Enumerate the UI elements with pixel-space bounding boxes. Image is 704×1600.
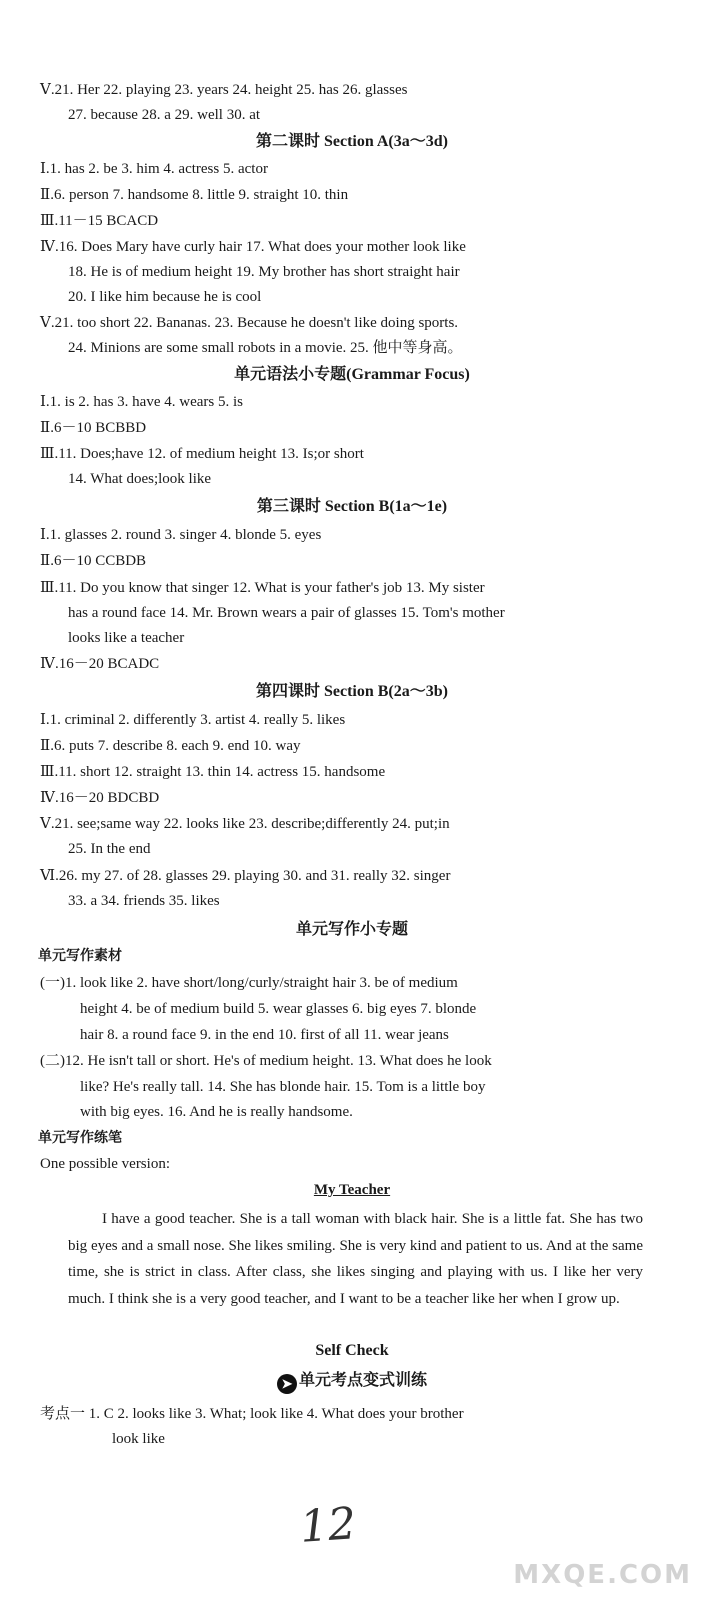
watermark: MXQE.COM: [513, 1560, 692, 1590]
answer-line: Ⅰ.1. glasses 2. round 3. singer 4. blonde 5. eyes: [40, 527, 322, 543]
answer-line: Ⅲ.11－15 BCACD: [40, 213, 159, 229]
essay-title: My Teacher: [313, 1182, 391, 1198]
answer-line: hair 8. a round face 9. in the end 10. first of all 11. wear jeans: [80, 1027, 449, 1043]
variant-heading-text: 单元考点变式训练: [298, 1372, 427, 1389]
section-heading-variant: [0, 1370, 704, 1394]
answer-line: Ⅱ.6－10 CCBDB: [40, 553, 147, 569]
answer-line: Ⅳ.16. Does Mary have curly hair 17. What does your mother look like: [40, 239, 466, 255]
answer-line: 14. What does;look like: [68, 471, 212, 487]
section-heading-lesson2: 第二课时 Section A(3a～3d): [255, 133, 448, 150]
answer-line: Ⅰ.1. criminal 2. differently 3. artist 4. really 5. likes: [40, 712, 346, 728]
page-number: 12: [298, 1498, 358, 1553]
subheading-material: 单元写作素材: [38, 948, 122, 964]
answer-line: has a round face 14. Mr. Brown wears a pair of glasses 15. Tom's mother: [68, 605, 505, 621]
answer-line: One possible version:: [40, 1156, 170, 1172]
answer-line: 25. In the end: [68, 841, 151, 857]
answer-line: Ⅲ.11. short 12. straight 13. thin 14. actress 15. handsome: [40, 764, 386, 780]
answer-line: Ⅵ.26. my 27. of 28. glasses 29. playing 30. and 31. really 32. singer: [40, 868, 451, 884]
essay-body: I have a good teacher. She is a tall woman with black hair. She is a little fat. She has two big eyes and a small nose. She likes smiling. She is very kind and patient to us. And at the same time, she is strict in class. After class, she likes singing and playing with us. I like her very much. I think she is a very good teacher, and I want to be a teacher like her when I grow up.: [68, 1211, 643, 1307]
answer-line: Ⅳ.16－20 BDCBD: [40, 790, 160, 806]
section-heading-writing: 单元写作小专题: [295, 921, 408, 938]
answer-line: Ⅰ.1. has 2. be 3. him 4. actress 5. actor: [40, 161, 268, 177]
answer-line: 33. a 34. friends 35. likes: [68, 893, 220, 909]
answer-line: Ⅱ.6－10 BCBBD: [40, 420, 147, 436]
section-heading-lesson3: 第三课时 Section B(1a～1e): [256, 498, 448, 515]
answer-line: Ⅰ.1. is 2. has 3. have 4. wears 5. is: [40, 394, 243, 410]
section-heading-self-check: Self Check: [315, 1342, 389, 1359]
answer-line: Ⅱ.6. puts 7. describe 8. each 9. end 10. way: [40, 738, 301, 754]
answer-line: 18. He is of medium height 19. My brother has short straight hair: [68, 264, 460, 280]
answer-line: 27. because 28. a 29. well 30. at: [68, 107, 261, 123]
section-heading-grammar: 单元语法小专题(Grammar Focus): [234, 366, 470, 383]
answer-line: Ⅲ.11. Does;have 12. of medium height 13. Is;or short: [40, 446, 364, 462]
answer-line: look like: [112, 1431, 165, 1447]
answer-line: 24. Minions are some small robots in a movie. 25. 他中等身高。: [68, 340, 463, 356]
answer-line: (二)12. He isn't tall or short. He's of medium height. 13. What does he look: [40, 1053, 492, 1069]
answer-line: Ⅴ.21. Her 22. playing 23. years 24. height 25. has 26. glasses: [40, 82, 408, 98]
answer-line: looks like a teacher: [68, 630, 185, 646]
arrow-right-icon: ➤: [277, 1374, 297, 1394]
answer-line: Ⅴ.21. see;same way 22. looks like 23. describe;differently 24. put;in: [40, 816, 450, 832]
answer-line: like? He's really tall. 14. She has blonde hair. 15. Tom is a little boy: [80, 1079, 486, 1095]
answer-line: Ⅳ.16－20 BCADC: [40, 656, 160, 672]
subheading-practice: 单元写作练笔: [38, 1130, 122, 1146]
answer-line: Ⅲ.11. Do you know that singer 12. What is your father's job 13. My sister: [40, 580, 485, 596]
answer-line: height 4. be of medium build 5. wear glasses 6. big eyes 7. blonde: [80, 1001, 477, 1017]
answer-line: Ⅱ.6. person 7. handsome 8. little 9. straight 10. thin: [40, 187, 349, 203]
answer-line: Ⅴ.21. too short 22. Bananas. 23. Because he doesn't like doing sports.: [40, 315, 459, 331]
section-heading-lesson4: 第四课时 Section B(2a～3b): [255, 683, 448, 700]
answer-line: (一)1. look like 2. have short/long/curly/straight hair 3. be of medium: [40, 975, 458, 991]
answer-line: 20. I like him because he is cool: [68, 289, 262, 305]
answer-line: with big eyes. 16. And he is really handsome.: [80, 1104, 353, 1120]
answer-line: 考点一 1. C 2. looks like 3. What; look like 4. What does your brother: [40, 1406, 464, 1422]
